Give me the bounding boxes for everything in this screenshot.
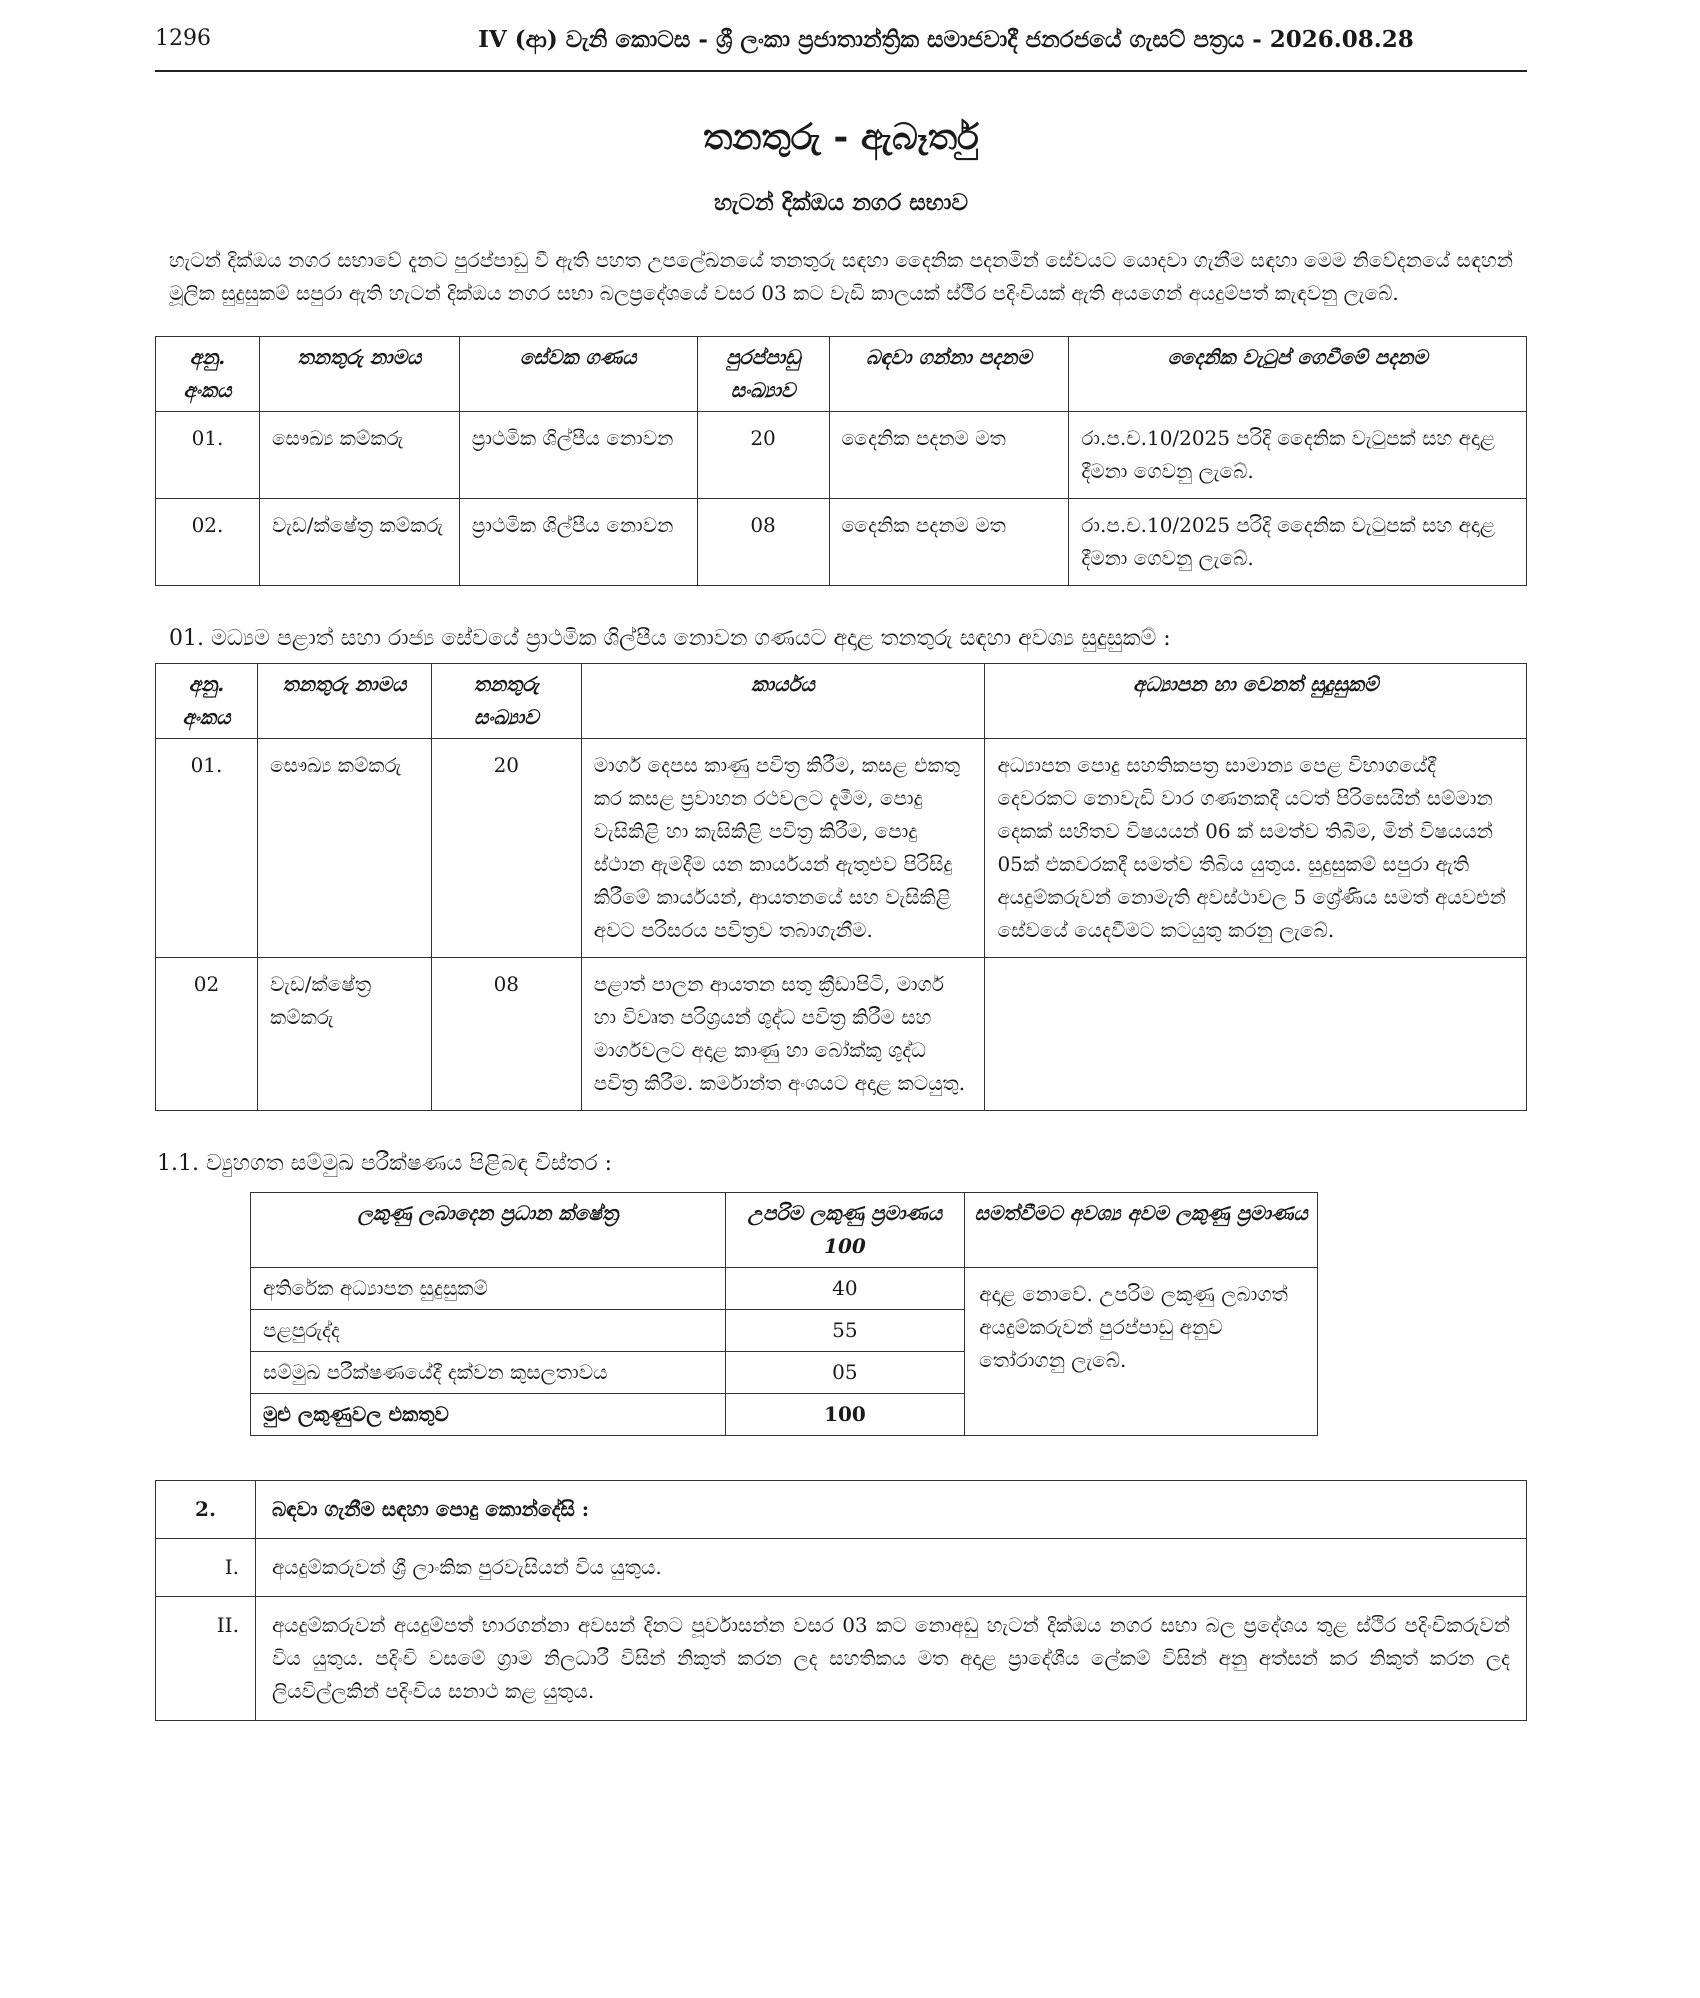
table-cell: වැඩ/ක්ෂේත්‍ර කම්කරු <box>259 499 459 586</box>
section-2-heading: බඳවා ගැනීම සඳහා පොදු කොන්දේසි : <box>255 1481 1526 1539</box>
column-header: කාර්යය <box>581 664 985 739</box>
table-header-row <box>156 664 1527 739</box>
page-number: 1296 <box>155 26 211 51</box>
table-cell: 01. <box>156 739 258 958</box>
table-cell: අධ්‍යාපන පොදු සහතිකපත්‍ර සාමාන්‍ය පෙළ විභාගයේදී දෙවරකට නොවැඩි වාර ගණනකදී යටත් පිරිසෙයින් සම්මාන දෙකක් සහිතව විෂයයන් 06 ක් සමත්ව තිබීම, මින් විෂයයන් 05ක් එකවරකදී සමත්ව තිබිය යුතුය. සුදුසුකම් සපුරා ඇති අයදුම්කරුවන් නොමැති අවස්ථාවල 5 ශ්‍රේණිය සමත් අයවළුන් සේවයේ යෙදවීමට කටයුතු කරනු ලැබේ. <box>985 739 1527 958</box>
table-cell: 08 <box>431 958 581 1111</box>
condition-text: අයදුම්කරුවන් ශ්‍රී ලාංකික පුරවැසියන් විය යුතුය. <box>255 1539 1526 1597</box>
column-header: අනු. අංකය <box>156 664 258 739</box>
notice-subtitle: හැටන් දික්ඔය නගර සභාව <box>714 189 968 216</box>
condition-number: I. <box>156 1539 256 1597</box>
table-row <box>156 1597 1527 1721</box>
total-label: මුළු ලකුණුවල එකතුව <box>251 1394 726 1436</box>
condition-text: අයදුම්කරුවන් අයදුම්පත් භාරගන්නා අවසන් දිනට පූර්වාසන්න වසර 03 කට නොඅඩු හැටන් දික්ඔය නගර සභා බල ප්‍රදේශය තුළ ස්ථිර පදිංචිකරුවන් විය යුතුය. පදිංචි වසමේ ග්‍රාම නිලධාරී විසින් නිකුත් කරන ලද සහතිකය මත අදාළ ප්‍රාදේශීය ලේකම් විසින් අනු අත්සන් කර නිකුත් කරන ලද ලියවිල්ලකින් පදිංචිය සනාථ කළ යුතුය. <box>255 1597 1526 1721</box>
column-header: සමත්වීමට අවශ්‍ය අවම ලකුණු ප්‍රමාණය <box>965 1193 1318 1268</box>
table-row <box>251 1268 1318 1310</box>
condition-number: II. <box>156 1597 256 1721</box>
table-row <box>156 499 1527 586</box>
table-cell: අතිරේක අධ්‍යාපන සුදුසුකම් <box>251 1268 726 1310</box>
vacancies-table <box>155 336 1527 586</box>
notice-intro: හැටන් දික්ඔය නගර සභාවේ දැනට පුරප්පාඩු වී ඇති පහත උපලේඛනයේ තනතුරු සඳහා දෛනික පදනමින් සේවයට යොදවා ගැනීම සඳහා මෙම නිවේදනයේ සඳහන් මූලික සුදුසුකම් සපුරා ඇති හැටන් දික්ඔය නගර සභා බලප්‍රදේශයේ වසර 03 කට වැඩි කාලයක් ස්ථිර පදිංචියක් ඇති අයගෙන් අයදුම්පත් කැඳවනු ලැබේ. <box>169 248 1513 305</box>
column-header: තනතුරු නාමය <box>257 664 431 739</box>
column-header: තනතුරු නාමය <box>259 337 459 412</box>
table-cell: රා.ප.ච.10/2025 පරිදි දෛනික වැටුපක් සහ අදාළ දීමනා ගෙවනු ලැබේ. <box>1069 412 1527 499</box>
table-cell: 20 <box>697 412 829 499</box>
total-value: 100 <box>725 1394 965 1436</box>
section-2-number: 2. <box>156 1481 256 1539</box>
table-row <box>156 739 1527 958</box>
table-header-row <box>156 1481 1527 1539</box>
column-header: පුරප්පාඩු සංඛ්‍යාව <box>697 337 829 412</box>
column-header: බඳවා ගන්නා පදනම <box>829 337 1069 412</box>
table-cell: ප්‍රාථමික ශිල්පීය නොවන <box>459 412 697 499</box>
table-cell: 55 <box>725 1310 965 1352</box>
column-header: තනතුරු සංඛ්‍යාව <box>431 664 581 739</box>
notice-title: තනතුරු - ඇබෑර්තු <box>703 116 979 158</box>
column-header: අධ්‍යාපන හා වෙනත් සුදුසුකම් <box>985 664 1527 739</box>
table-cell: පළාත් පාලන ආයතන සතු ක්‍රීඩාපිටි, මාර්ග හා විවෘත පරිශ්‍රයන් ශුද්ධ පවිත්‍ර කිරීම සහ මාර්ගවලට අදාළ කාණු හා බෝක්කු ශුද්ධ පවිත්‍ර කිරීම. කර්මාන්ත අංශයට අදාළ කටයුතු. <box>581 958 985 1111</box>
page-header <box>155 0 1527 72</box>
section-1-heading: 01. මධ්‍යම පළාත් සහා රාජ්‍ය සේවයේ ප්‍රාථමික ශිල්පීය නොවන ගණයට අදාළ තනතුරු සඳහා අවශ්‍ය සුදුසුකම් : <box>169 626 1171 651</box>
table-cell: 02. <box>156 499 260 586</box>
column-header: සේවක ගණය <box>459 337 697 412</box>
column-header: ලකුණු ලබාදෙන ප්‍රධාන ක්ෂේත්‍ර <box>251 1193 726 1268</box>
column-header: අනු. අංකය <box>156 337 260 412</box>
table-cell: 40 <box>725 1268 965 1310</box>
table-cell: 01. <box>156 412 260 499</box>
gazette-header-title: IV (ආ) වැනි කොටස - ශ්‍රී ලංකා ප්‍රජාතාන්ත්‍රික සමාජවාදී ජනරජයේ ගැසට් පත්‍රය - 2026.08.28 <box>478 26 1414 53</box>
qualifications-table <box>155 663 1527 1111</box>
column-header: දෛනික වැටුප් ගෙවීමේ පදනම <box>1069 337 1527 412</box>
table-cell: 20 <box>431 739 581 958</box>
gazette-page <box>155 0 1527 1721</box>
interview-marks-table <box>250 1192 1318 1436</box>
table-cell: සෞඛ්‍ය කම්කරු <box>257 739 431 958</box>
table-header-row <box>251 1193 1318 1268</box>
table-cell: සෞඛ්‍ය කම්කරු <box>259 412 459 499</box>
table-header-row <box>156 337 1527 412</box>
table-cell: ප්‍රාථමික ශිල්පීය නොවන <box>459 499 697 586</box>
table-cell: දෛනික පදනම මත <box>829 499 1069 586</box>
section-1-1-heading: 1.1. ව්‍යුහගත සම්මුඛ පරීක්ෂණය පිළිබඳ විස්තර : <box>157 1151 613 1176</box>
table-cell: 08 <box>697 499 829 586</box>
general-conditions-table <box>155 1480 1527 1721</box>
table-row <box>156 1539 1527 1597</box>
table-cell: වැඩ/ක්ෂේත්‍ර කම්කරු <box>257 958 431 1111</box>
table-cell: 02 <box>156 958 258 1111</box>
table-cell: 05 <box>725 1352 965 1394</box>
table-cell: දෛනික පදනම මත <box>829 412 1069 499</box>
table-row <box>156 412 1527 499</box>
table-cell: මාර්ග දෙපස කාණු පවිත්‍ර කිරීම, කසළ එකතු කර කසළ ප්‍රවාහන රථවලට දැමීම, පොදු වැසිකිළි හා කැසිකිළි පවිත්‍ර කිරීම, පොදු ස්ථාන ඇමදීම යන කාර්යයන් ඇතුළුව පිරිසිදු කිරීමේ කාර්යයන්, ආයතනයේ සහ වැසිකිළි අවට පරිසරය පවිත්‍රව තබාගැනීම. <box>581 739 985 958</box>
table-cell: රා.ප.ච.10/2025 පරිදි දෛනික වැටුපක් සහ අදාළ දීමනා ගෙවනු ලැබේ. <box>1069 499 1527 586</box>
table-cell <box>985 958 1527 1111</box>
table-cell: සම්මුඛ පරීක්ෂණයේදී දක්වන කුසලතාවය <box>251 1352 726 1394</box>
table-cell: පළපුරුද්ද <box>251 1310 726 1352</box>
column-header: උපරිම ලකුණු ප්‍රමාණය 100 <box>725 1193 965 1268</box>
table-row <box>156 958 1527 1111</box>
minimum-marks-note: අදාළ නොවේ. උපරිම ලකුණු ලබාගත් අයදුම්කරුවන් පුරප්පාඩු අනුව තෝරාගනු ලැබේ. <box>965 1268 1318 1436</box>
